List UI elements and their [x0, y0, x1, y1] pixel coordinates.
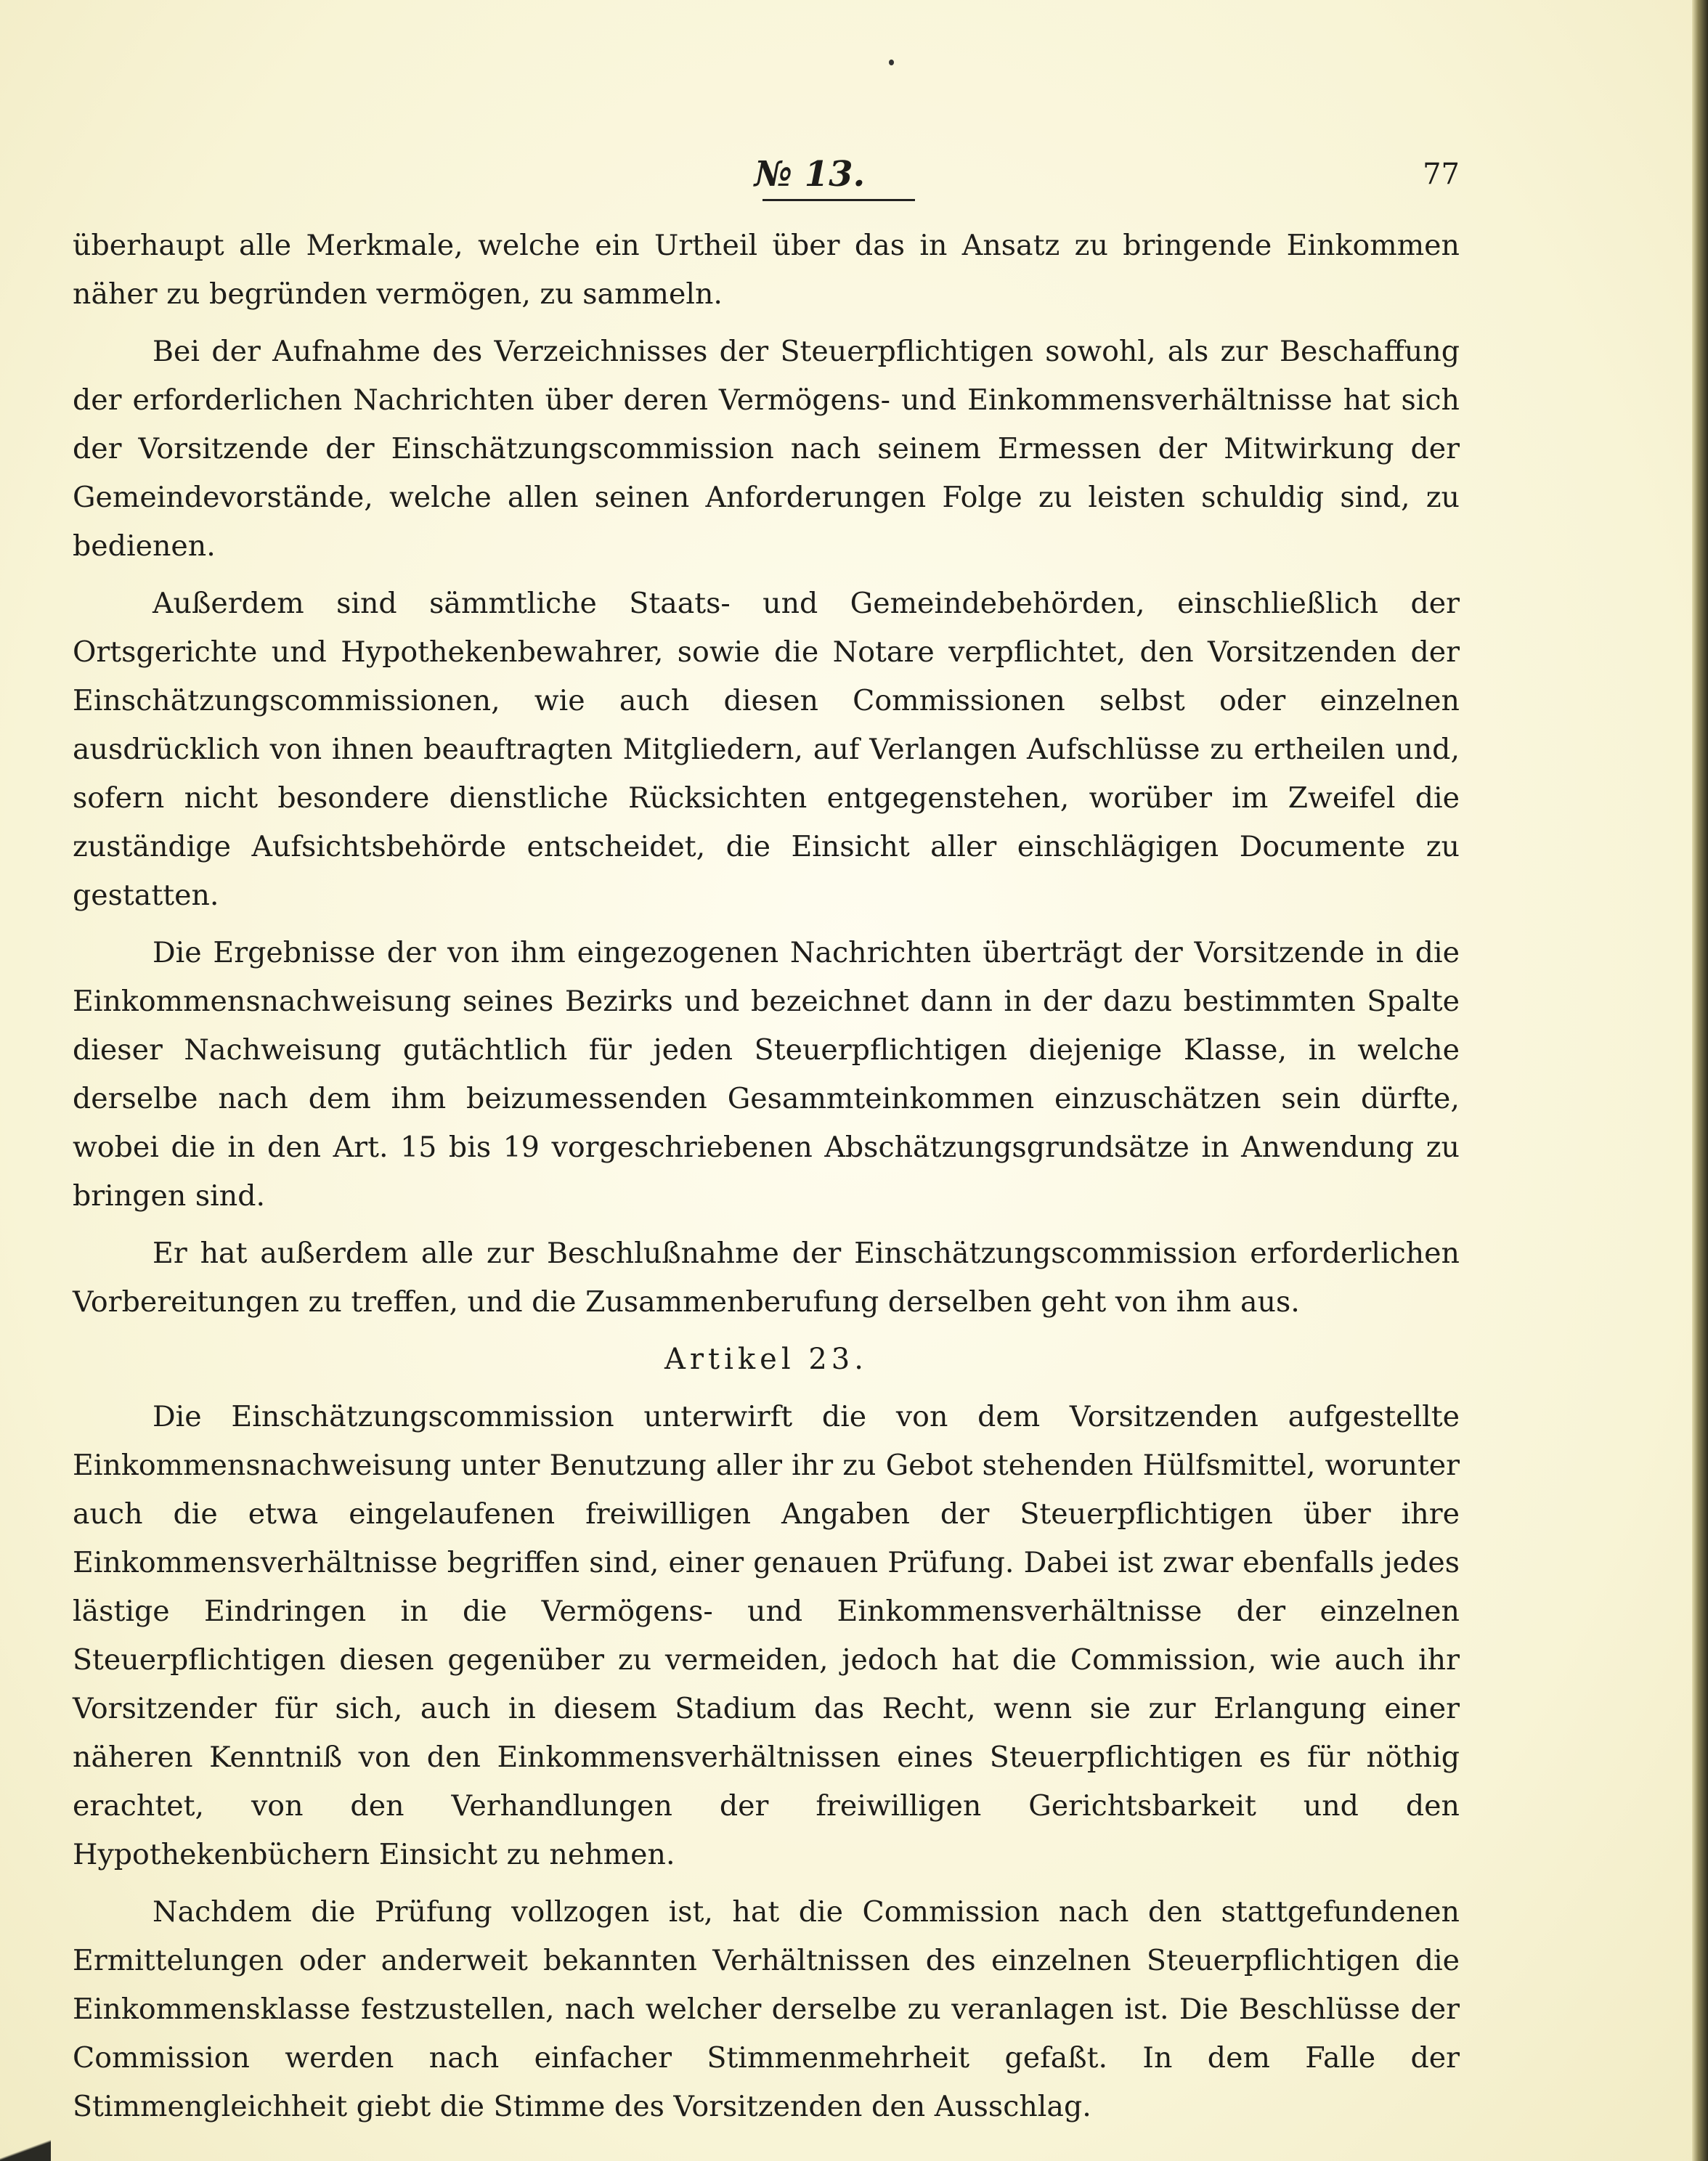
page-edge: [1692, 0, 1708, 2161]
page-header: [73, 152, 1460, 203]
issue-underline: [762, 199, 915, 201]
paragraph: Die Ergebnisse der von ihm eingezogenen Nachrichten überträgt der Vorsitzende in die Einkommensnachweisung seines Bezirks und bezeichnet dann in der dazu bestimmten Spalte dieser Nachweisung gutächtlich für jeden Steuerpflichtigen diejenige Klasse, in welche derselbe nach dem ihm beizumessenden Gesammteinkommen einzuschätzen sein dürfte, wobei die in den Art. 15 bis 19 vorgeschriebenen Abschätzungsgrundsätze in Anwendung zu bringen sind.: [73, 936, 1460, 1213]
page-number: 77: [1423, 158, 1460, 191]
paragraph: Bei der Aufnahme des Verzeichnisses der Steuerpflichtigen sowohl, als zur Beschaffung der erforderlichen Nachrichten über deren Vermögens- und Einkommensverhältnisse hat sich der Vorsitzende der Einschätzungscommission nach seinem Ermessen der Mitwirkung der Gemeindevorstände, welche allen seinen Anforderungen Folge zu leisten schuldig sind, zu bedienen.: [73, 335, 1460, 563]
paragraph: Er hat außerdem alle zur Beschlußnahme der Einschätzungscommission erforderlichen Vorbereitungen zu treffen, und die Zusammenberufung derselben geht von ihm aus.: [73, 1237, 1460, 1319]
ink-speck: [889, 60, 894, 65]
page-body: [73, 221, 1460, 2140]
paragraph: überhaupt alle Merkmale, welche ein Urtheil über das in Ansatz zu bringende Einkommen näher zu begründen vermögen, zu sammeln.: [73, 229, 1460, 311]
paragraph: Nachdem die Prüfung vollzogen ist, hat die Commission nach den stattgefundenen Ermittelungen oder anderweit bekannten Verhältnissen des einzelnen Steuerpflichtigen die Einkommensklasse festzustellen, nach welcher derselbe zu veranlagen ist. Die Beschlüsse der Commission werden nach einfacher Stimmenmehrheit gefaßt. In dem Falle der Stimmengleichheit giebt die Stimme des Vorsitzenden den Ausschlag.: [73, 1895, 1460, 2123]
article-heading: Artikel 23.: [664, 1343, 868, 1376]
paragraph: Die Einschätzungscommission unterwirft die von dem Vorsitzenden aufgestellte Einkommensnachweisung unter Benutzung aller ihr zu Gebot stehenden Hülfsmittel, worunter auch die etwa eingelaufenen freiwilligen Angaben der Steuerpflichtigen über ihre Einkommensverhältnisse begriffen sind, einer genauen Prüfung. Dabei ist zwar ebenfalls jedes lästige Eindringen in die Vermögens- und Einkommensverhältnisse der einzelnen Steuerpflichtigen diesen gegenüber zu vermeiden, jedoch hat die Commission, wie auch ihr Vorsitzender für sich, auch in diesem Stadium das Recht, wenn sie zur Erlangung einer näheren Kenntniß von den Einkommensverhältnissen eines Steuerpflichtigen es für nöthig erachtet, von den Verhandlungen der freiwilligen Gerichtsbarkeit und den Hypothekenbüchern Einsicht zu nehmen.: [73, 1400, 1460, 1871]
page-corner-shadow: [0, 2132, 51, 2161]
paragraph: Außerdem sind sämmtliche Staats- und Gemeindebehörden, einschließlich der Ortsgerichte und Hypothekenbewahrer, sowie die Notare verpflichtet, den Vorsitzenden der Einschätzungscommissionen, wie auch diesen Commissionen selbst oder einzelnen ausdrücklich von ihnen beauftragten Mitgliedern, auf Verlangen Aufschlüsse zu ertheilen und, sofern nicht besondere dienstliche Rücksichten entgegenstehen, worüber im Zweifel die zuständige Aufsichtsbehörde entscheidet, die Einsicht aller einschlägigen Documente zu gestatten.: [73, 587, 1460, 912]
issue-number: № 13.: [754, 154, 866, 195]
